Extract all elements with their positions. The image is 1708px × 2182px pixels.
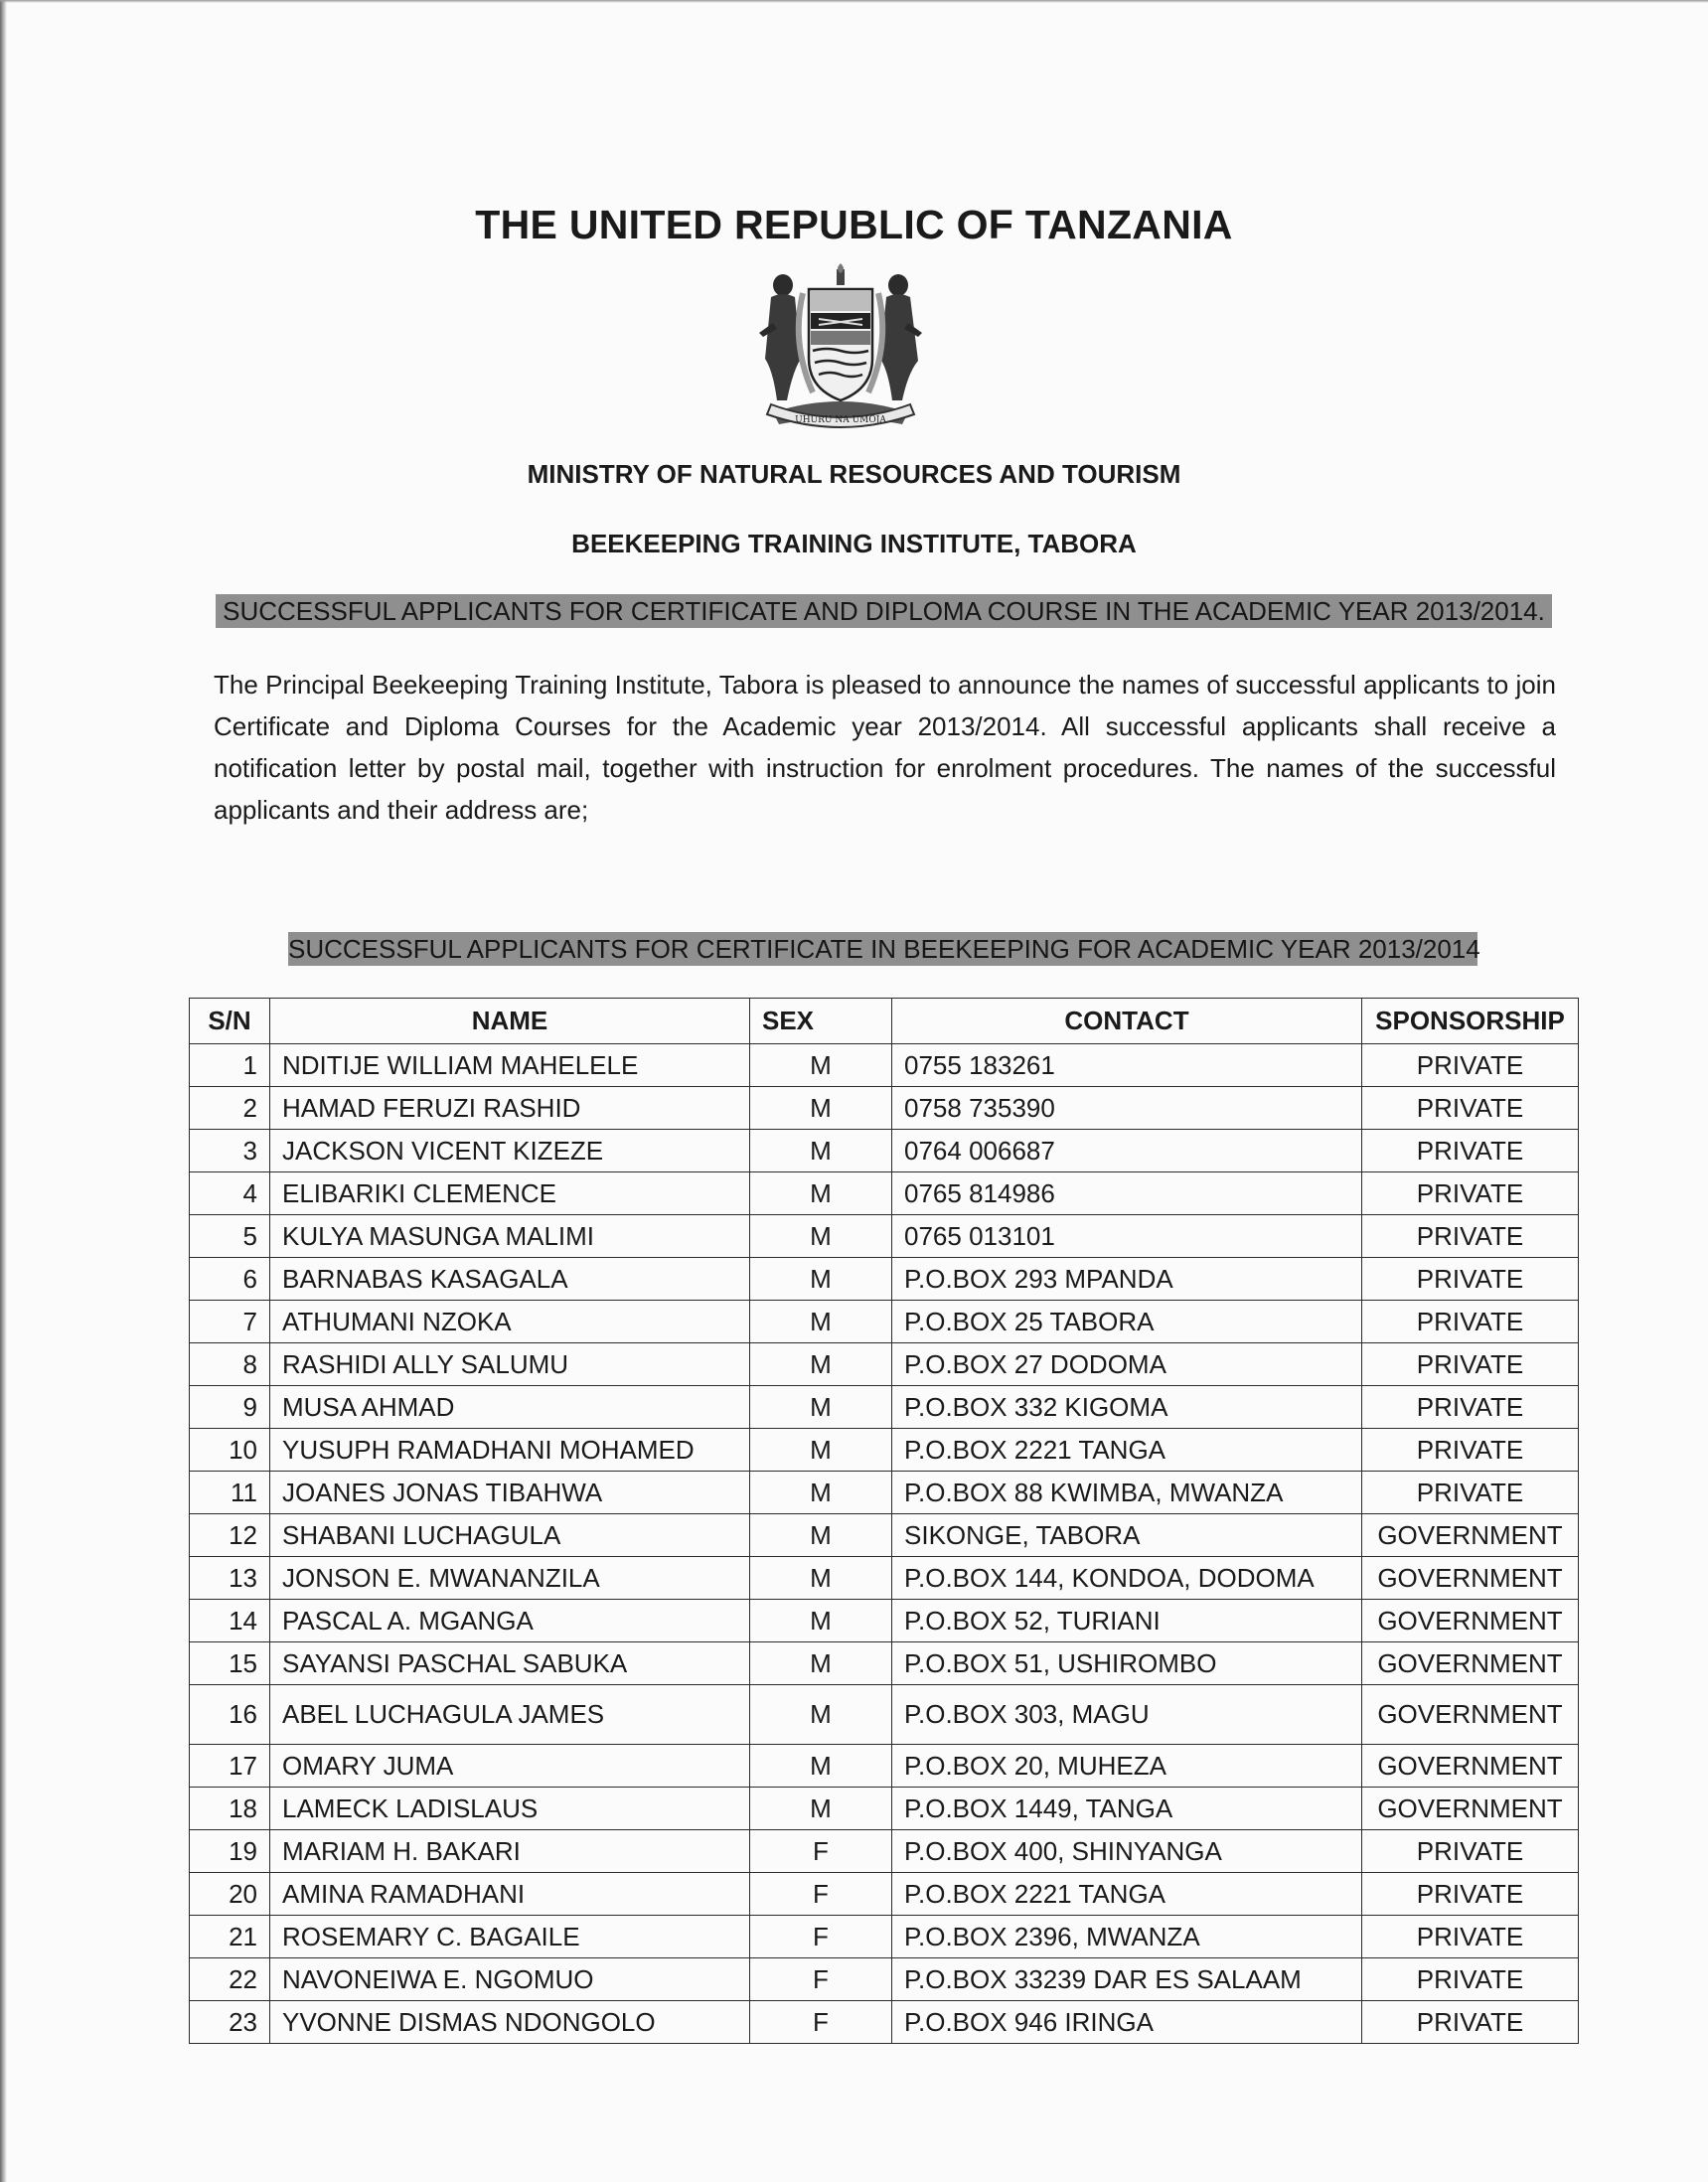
row-sex: F <box>750 1916 892 1958</box>
emblem-motto: UHURU NA UMOJA <box>795 415 886 425</box>
table-row <box>190 1745 1579 1788</box>
row-name: SAYANSI PASCHAL SABUKA <box>270 1642 750 1685</box>
row-sn: 10 <box>190 1429 270 1472</box>
intro-paragraph: The Principal Beekeeping Training Institute, Tabora is pleased to announce the names of successful applicants to join Certificate and Diploma Courses for the Academic year 2013/2014. All successful applicants shall receive a notification letter by postal mail, together with instruction for enrolment procedures. The names of the successful applicants and their address are; <box>214 670 1556 825</box>
row-sn: 8 <box>190 1343 270 1386</box>
table-row <box>190 1044 1579 1087</box>
row-contact: P.O.BOX 20, MUHEZA <box>892 1745 1362 1788</box>
row-sn: 6 <box>190 1258 270 1301</box>
scan-edge <box>0 0 7 2182</box>
row-contact: P.O.BOX 946 IRINGA <box>892 2001 1362 2044</box>
row-sex: F <box>750 1873 892 1916</box>
table-row <box>190 2001 1579 2044</box>
row-sn: 9 <box>190 1386 270 1429</box>
row-sex: M <box>750 1258 892 1301</box>
table-row <box>190 1087 1579 1130</box>
row-name: SHABANI LUCHAGULA <box>270 1514 750 1557</box>
row-sn: 19 <box>190 1830 270 1873</box>
row-sex: F <box>750 2001 892 2044</box>
row-name: OMARY JUMA <box>270 1745 750 1788</box>
row-sponsorship: GOVERNMENT <box>1362 1557 1579 1600</box>
row-sex: M <box>750 1745 892 1788</box>
row-contact: P.O.BOX 400, SHINYANGA <box>892 1830 1362 1873</box>
row-sex: M <box>750 1600 892 1642</box>
row-name: MUSA AHMAD <box>270 1386 750 1429</box>
table-row <box>190 1600 1579 1642</box>
row-contact: 0765 013101 <box>892 1215 1362 1258</box>
row-contact: 0765 814986 <box>892 1172 1362 1215</box>
row-sponsorship: PRIVATE <box>1362 1130 1579 1172</box>
institute-name: BEEKEEPING TRAINING INSTITUTE, TABORA <box>571 529 1137 558</box>
row-sn: 12 <box>190 1514 270 1557</box>
row-sn: 4 <box>190 1172 270 1215</box>
row-name: JOANES JONAS TIBAHWA <box>270 1472 750 1514</box>
row-sex: M <box>750 1172 892 1215</box>
row-contact: P.O.BOX 2396, MWANZA <box>892 1916 1362 1958</box>
row-sex: M <box>750 1472 892 1514</box>
row-sn: 14 <box>190 1600 270 1642</box>
table-row <box>190 1958 1579 2001</box>
row-sponsorship: PRIVATE <box>1362 1087 1579 1130</box>
row-name: RASHIDI ALLY SALUMU <box>270 1343 750 1386</box>
row-name: ABEL LUCHAGULA JAMES <box>270 1685 750 1745</box>
column-header-name: NAME <box>270 999 750 1044</box>
row-sex: M <box>750 1087 892 1130</box>
row-sn: 7 <box>190 1301 270 1343</box>
document-title: THE UNITED REPUBLIC OF TANZANIA <box>475 202 1233 247</box>
row-sn: 1 <box>190 1044 270 1087</box>
row-sn: 13 <box>190 1557 270 1600</box>
row-sponsorship: PRIVATE <box>1362 1215 1579 1258</box>
row-sponsorship: PRIVATE <box>1362 1301 1579 1343</box>
row-sponsorship: PRIVATE <box>1362 1172 1579 1215</box>
table-row <box>190 1514 1579 1557</box>
row-sponsorship: PRIVATE <box>1362 1386 1579 1429</box>
row-sn: 5 <box>190 1215 270 1258</box>
row-sex: M <box>750 1215 892 1258</box>
row-sex: M <box>750 1301 892 1343</box>
row-name: MARIAM H. BAKARI <box>270 1830 750 1873</box>
row-name: BARNABAS KASAGALA <box>270 1258 750 1301</box>
row-name: NAVONEIWA E. NGOMUO <box>270 1958 750 2001</box>
column-header-sex: SEX <box>750 999 892 1044</box>
row-sponsorship: PRIVATE <box>1362 1472 1579 1514</box>
row-contact: P.O.BOX 33239 DAR ES SALAAM <box>892 1958 1362 2001</box>
row-sex: M <box>750 1788 892 1830</box>
row-sponsorship: PRIVATE <box>1362 1258 1579 1301</box>
row-contact: 0764 006687 <box>892 1130 1362 1172</box>
row-contact: P.O.BOX 2221 TANGA <box>892 1873 1362 1916</box>
row-contact: SIKONGE, TABORA <box>892 1514 1362 1557</box>
row-contact: P.O.BOX 1449, TANGA <box>892 1788 1362 1830</box>
row-sex: M <box>750 1386 892 1429</box>
row-sn: 22 <box>190 1958 270 2001</box>
row-name: AMINA RAMADHANI <box>270 1873 750 1916</box>
row-name: ELIBARIKI CLEMENCE <box>270 1172 750 1215</box>
row-sponsorship: GOVERNMENT <box>1362 1745 1579 1788</box>
row-sn: 15 <box>190 1642 270 1685</box>
row-contact: P.O.BOX 2221 TANGA <box>892 1429 1362 1472</box>
row-sponsorship: PRIVATE <box>1362 1916 1579 1958</box>
row-contact: 0758 735390 <box>892 1087 1362 1130</box>
row-sponsorship: PRIVATE <box>1362 1958 1579 2001</box>
table-row <box>190 1557 1579 1600</box>
row-name: HAMAD FERUZI RASHID <box>270 1087 750 1130</box>
row-name: LAMECK LADISLAUS <box>270 1788 750 1830</box>
table-row <box>190 1685 1579 1745</box>
row-sponsorship: PRIVATE <box>1362 1343 1579 1386</box>
scan-edge-top <box>0 0 1708 3</box>
row-contact: P.O.BOX 51, USHIROMBO <box>892 1642 1362 1685</box>
ministry-name: MINISTRY OF NATURAL RESOURCES AND TOURISM <box>527 459 1181 489</box>
row-contact: P.O.BOX 27 DODOMA <box>892 1343 1362 1386</box>
table-header-row <box>190 999 1579 1044</box>
row-name: ATHUMANI NZOKA <box>270 1301 750 1343</box>
row-sponsorship: PRIVATE <box>1362 2001 1579 2044</box>
table-row <box>190 1301 1579 1343</box>
row-contact: P.O.BOX 25 TABORA <box>892 1301 1362 1343</box>
column-header-sponsorship: SPONSORSHIP <box>1362 999 1579 1044</box>
row-contact: P.O.BOX 52, TURIANI <box>892 1600 1362 1642</box>
table-row <box>190 1642 1579 1685</box>
row-sex: M <box>750 1130 892 1172</box>
row-sponsorship: GOVERNMENT <box>1362 1788 1579 1830</box>
row-sn: 11 <box>190 1472 270 1514</box>
row-name: JACKSON VICENT KIZEZE <box>270 1130 750 1172</box>
row-sn: 2 <box>190 1087 270 1130</box>
row-name: KULYA MASUNGA MALIMI <box>270 1215 750 1258</box>
column-header-contact: CONTACT <box>892 999 1362 1044</box>
row-sex: F <box>750 1958 892 2001</box>
row-sex: M <box>750 1557 892 1600</box>
row-sn: 3 <box>190 1130 270 1172</box>
row-sex: M <box>750 1685 892 1745</box>
row-sex: M <box>750 1044 892 1087</box>
row-contact: 0755 183261 <box>892 1044 1362 1087</box>
row-name: JONSON E. MWANANZILA <box>270 1557 750 1600</box>
column-header-sn: S/N <box>190 999 270 1044</box>
row-contact: P.O.BOX 303, MAGU <box>892 1685 1362 1745</box>
row-sn: 17 <box>190 1745 270 1788</box>
row-name: NDITIJE WILLIAM MAHELELE <box>270 1044 750 1087</box>
row-sex: M <box>750 1514 892 1557</box>
table-row <box>190 1830 1579 1873</box>
table-row <box>190 1386 1579 1429</box>
table-row <box>190 1873 1579 1916</box>
row-sex: F <box>750 1830 892 1873</box>
table-row <box>190 1343 1579 1386</box>
row-sex: M <box>750 1642 892 1685</box>
certificate-banner: SUCCESSFUL APPLICANTS FOR CERTIFICATE IN BEEKEEPING FOR ACADEMIC YEAR 2013/2014 <box>288 934 1480 964</box>
row-name: YVONNE DISMAS NDONGOLO <box>270 2001 750 2044</box>
announcement-banner: SUCCESSFUL APPLICANTS FOR CERTIFICATE AND DIPLOMA COURSE IN THE ACADEMIC YEAR 2013/2014. <box>216 594 1552 628</box>
row-sponsorship: GOVERNMENT <box>1362 1685 1579 1745</box>
row-sex: M <box>750 1429 892 1472</box>
coat-of-arms-icon <box>743 263 938 432</box>
table-row <box>190 1916 1579 1958</box>
row-contact: P.O.BOX 88 KWIMBA, MWANZA <box>892 1472 1362 1514</box>
row-sn: 23 <box>190 2001 270 2044</box>
table-row <box>190 1130 1579 1172</box>
row-sponsorship: PRIVATE <box>1362 1830 1579 1873</box>
row-sn: 18 <box>190 1788 270 1830</box>
row-sn: 16 <box>190 1685 270 1745</box>
table-row <box>190 1172 1579 1215</box>
row-name: PASCAL A. MGANGA <box>270 1600 750 1642</box>
row-sex: M <box>750 1343 892 1386</box>
row-contact: P.O.BOX 293 MPANDA <box>892 1258 1362 1301</box>
row-sponsorship: PRIVATE <box>1362 1044 1579 1087</box>
row-sn: 21 <box>190 1916 270 1958</box>
row-sponsorship: PRIVATE <box>1362 1429 1579 1472</box>
row-sn: 20 <box>190 1873 270 1916</box>
table-row <box>190 1788 1579 1830</box>
row-name: YUSUPH RAMADHANI MOHAMED <box>270 1429 750 1472</box>
row-sponsorship: GOVERNMENT <box>1362 1514 1579 1557</box>
row-name: ROSEMARY C. BAGAILE <box>270 1916 750 1958</box>
row-sponsorship: PRIVATE <box>1362 1873 1579 1916</box>
row-sponsorship: GOVERNMENT <box>1362 1642 1579 1685</box>
row-sponsorship: GOVERNMENT <box>1362 1600 1579 1642</box>
applicants-table <box>189 998 1579 2044</box>
row-contact: P.O.BOX 144, KONDOA, DODOMA <box>892 1557 1362 1600</box>
table-row <box>190 1429 1579 1472</box>
table-row <box>190 1258 1579 1301</box>
row-contact: P.O.BOX 332 KIGOMA <box>892 1386 1362 1429</box>
table-row <box>190 1215 1579 1258</box>
table-row <box>190 1472 1579 1514</box>
